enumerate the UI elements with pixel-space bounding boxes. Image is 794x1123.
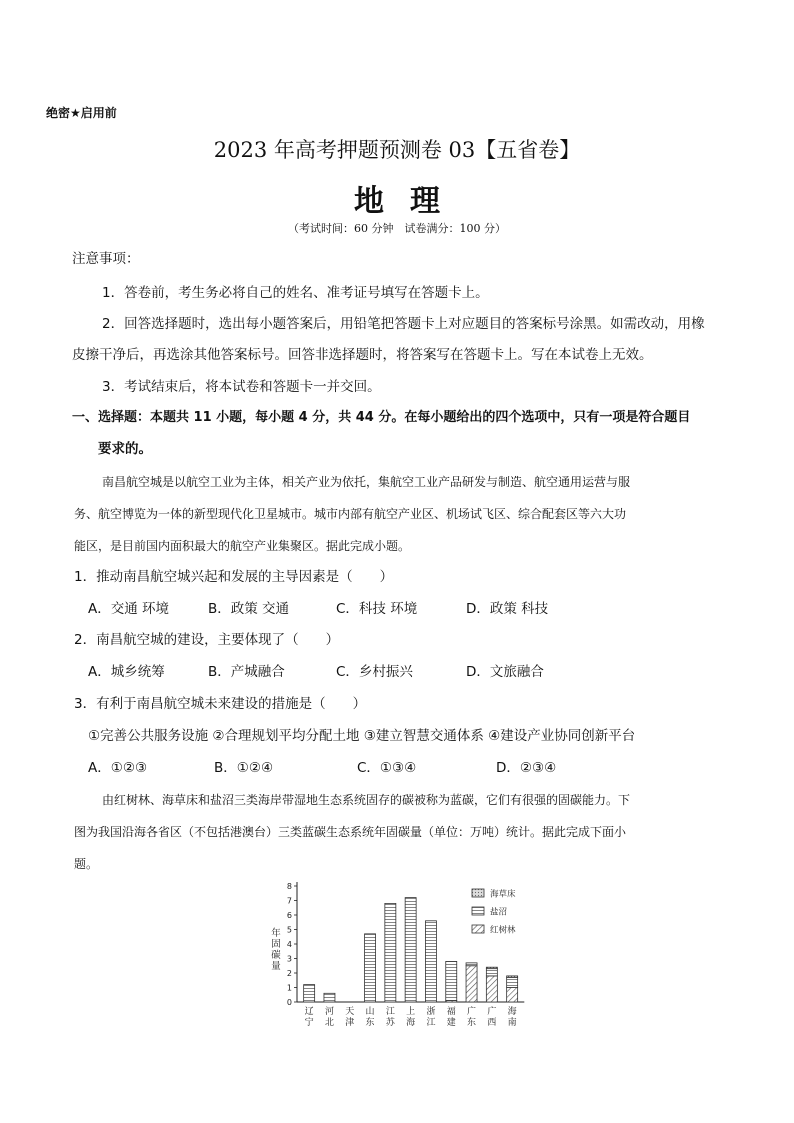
option-d: D．政策 科技 [466, 601, 549, 617]
option-b: B．产城融合 [208, 664, 285, 680]
note-item: 3．考试结束后，将本试卷和答题卡一并交回。 [102, 379, 381, 395]
bar-盐沼 [405, 898, 416, 1002]
x-tick-label: 江 [426, 1018, 436, 1028]
bar-盐沼 [385, 903, 396, 1002]
x-tick-label: 广 [467, 1007, 477, 1017]
y-axis-label: 固 [271, 939, 281, 950]
bar-盐沼 [466, 963, 477, 966]
x-tick-label: 山 [365, 1007, 375, 1017]
bar-盐沼 [507, 977, 518, 987]
bar-盐沼 [425, 921, 436, 1002]
passage-line: 由红树林、海草床和盐沼三类海岸带湿地生态系统固存的碳被称为蓝碳，它们有很强的固碳能力。下 [102, 793, 631, 807]
x-tick-label: 北 [324, 1018, 334, 1028]
option-a: A．城乡统筹 [88, 664, 165, 680]
note-item: 1．答卷前，考生务必将自己的姓名、准考证号填写在答题卡上。 [102, 285, 489, 301]
exam-info: （考试时间：60 分钟 试卷满分：100 分） [288, 222, 506, 235]
confidential-label: 绝密★启用前 [46, 106, 117, 120]
y-axis-label: 量 [271, 961, 281, 972]
bar-盐沼 [304, 985, 315, 1002]
y-tick-label: 4 [286, 940, 292, 949]
legend-swatch [472, 925, 484, 933]
x-tick-label: 辽 [304, 1007, 314, 1017]
legend-label: 红树林 [490, 925, 516, 936]
x-tick-label: 海 [406, 1018, 416, 1028]
x-tick-label: 海 [507, 1007, 517, 1017]
bar-红树林 [486, 976, 497, 1002]
x-tick-label: 苏 [385, 1018, 395, 1028]
x-tick-label: 宁 [304, 1018, 314, 1028]
option-b: B．①②④ [214, 760, 274, 776]
x-tick-label: 东 [467, 1018, 477, 1028]
section-heading-cont: 要求的。 [98, 441, 152, 457]
y-tick-label: 7 [286, 896, 292, 906]
option-b: B．政策 交通 [208, 601, 290, 617]
question-stem: 1．推动南昌航空城兴起和发展的主导因素是（ ） [74, 569, 394, 585]
legend-label: 盐沼 [490, 907, 508, 918]
x-tick-label: 福 [446, 1007, 456, 1017]
y-tick-label: 0 [286, 998, 292, 1007]
bar-海草床 [486, 967, 497, 968]
x-tick-label: 浙 [426, 1007, 436, 1017]
bar-盐沼 [365, 934, 376, 1002]
bar-盐沼 [486, 969, 497, 976]
passage-line: 题。 [74, 857, 99, 871]
passage-line: 能区，是目前国内面积最大的航空产业集聚区。据此完成小题。 [74, 539, 411, 553]
y-tick-label: 5 [286, 925, 292, 935]
passage-line: 图为我国沿海各省区（不包括港澳台）三类蓝碳生态系统年固碳量（单位：万吨）统计。据此完成下面小 [74, 825, 627, 839]
x-tick-label: 南 [507, 1018, 517, 1028]
legend-swatch [472, 889, 484, 897]
x-tick-label: 广 [487, 1007, 497, 1017]
x-tick-label: 西 [487, 1018, 497, 1028]
x-tick-label: 天 [345, 1007, 355, 1017]
y-tick-label: 2 [286, 969, 292, 978]
section-heading: 一、选择题：本题共 11 小题，每小题 4 分，共 44 分。在每小题给出的四个选项中，只有一项是符合题目 [72, 410, 691, 425]
x-tick-label: 建 [446, 1018, 456, 1028]
x-tick-label: 河 [324, 1007, 334, 1017]
option-c: C．乡村振兴 [336, 664, 413, 680]
y-tick-label: 8 [286, 882, 292, 891]
bar-盐沼 [324, 993, 335, 1002]
y-axis-label: 年 [271, 928, 281, 939]
bar-海草床 [507, 976, 518, 977]
option-d: D．文旅融合 [466, 664, 544, 680]
option-a: A．交通 环境 [88, 601, 170, 617]
legend-label: 海草床 [490, 889, 516, 900]
x-tick-label: 东 [365, 1018, 375, 1028]
y-axis-label: 碳 [271, 950, 281, 961]
bar-红树林 [507, 988, 518, 1003]
x-tick-label: 上 [406, 1007, 416, 1017]
x-tick-label: 江 [385, 1007, 395, 1017]
option-c: C．①③④ [357, 760, 417, 776]
y-tick-label: 3 [286, 954, 292, 964]
question-statements: ①完善公共服务设施 ②合理规划平均分配土地 ③建立智慧交通体系 ④建设产业协同创新平台 [88, 728, 636, 744]
passage-line: 南昌航空城是以航空工业为主体，相关产业为依托，集航空工业产品研发与制造、航空通用运营与服 [102, 475, 631, 489]
option-d: D．②③④ [496, 760, 557, 776]
page-title: 2023 年高考押题预测卷 03【五省卷】 [213, 138, 581, 162]
chart-svg [0, 876, 794, 1036]
subject-title: 地理 [354, 184, 466, 219]
x-tick-label: 津 [345, 1018, 355, 1028]
bar-红树林 [466, 966, 477, 1002]
passage-line: 务、航空博览为一体的新型现代化卫星城市。城市内部有航空产业区、机场试飞区、综合配套区等六大功 [74, 507, 627, 521]
question-stem: 3．有利于南昌航空城未来建设的措施是（ ） [74, 696, 367, 712]
notes-heading: 注意事项： [72, 251, 140, 267]
legend-swatch [472, 907, 484, 915]
option-a: A．①②③ [88, 760, 148, 776]
option-c: C．科技 环境 [336, 601, 418, 617]
note-item: 2．回答选择题时，选出每小题答案后，用铅笔把答题卡上对应题目的答案标号涂黑。如需改动，用橡 [102, 316, 705, 332]
note-item: 皮擦干净后，再选涂其他答案标号。回答非选择题时，将答案写在答题卡上。写在本试卷上无效。 [72, 347, 653, 363]
bar-盐沼 [446, 961, 457, 1000]
question-stem: 2．南昌航空城的建设，主要体现了（ ） [74, 632, 340, 648]
y-tick-label: 1 [286, 983, 292, 993]
y-tick-label: 6 [286, 911, 292, 920]
blue-carbon-chart [0, 876, 794, 1036]
